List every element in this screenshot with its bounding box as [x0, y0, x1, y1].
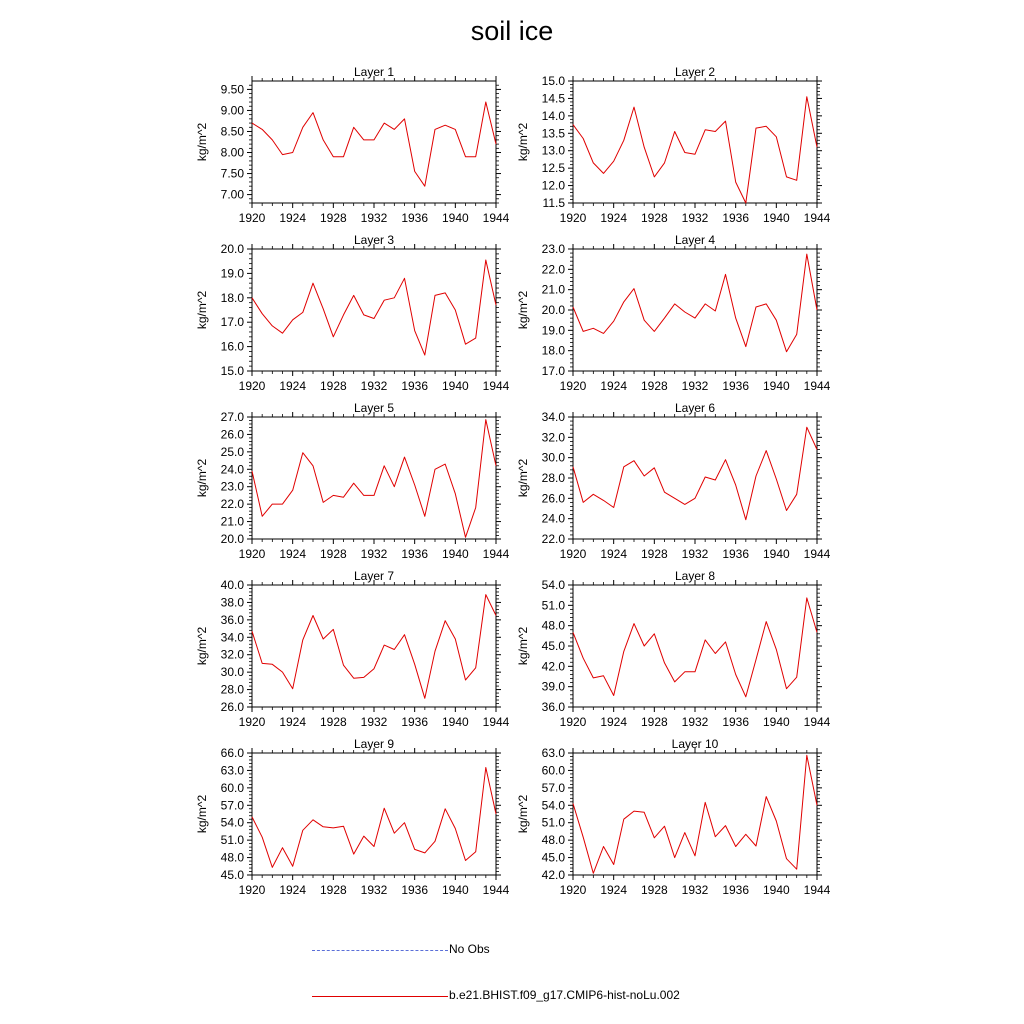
- layer-7-xtick-label: 1940: [441, 715, 469, 729]
- layer-9-title: Layer 9: [353, 737, 395, 751]
- layer-5-xtick-label: 1920: [238, 547, 266, 561]
- layer-3-xtick-label: 1928: [319, 379, 347, 393]
- layer-4-xtick-label: 1920: [559, 379, 587, 393]
- layer-7-xtick-label: 1920: [238, 715, 266, 729]
- layer-4-ytick-label: 22.0: [541, 262, 565, 277]
- layer-6-ytick-label: 28.0: [541, 471, 565, 485]
- layer-3-xtick-label: 1936: [401, 379, 429, 393]
- layer-2-ytick-label: 15.0: [541, 74, 565, 88]
- layer-6-ytick-label: 34.0: [541, 410, 565, 424]
- layer-1-xtick-label: 1940: [441, 211, 469, 225]
- layer-7-ytick-label: 36.0: [220, 612, 244, 627]
- layer-10-ytick-label: 42.0: [541, 868, 565, 882]
- layer-6-ylabel: kg/m^2: [516, 458, 530, 498]
- layer-4-series-line: [573, 254, 817, 352]
- layer-1-ytick-label: 7.50: [220, 166, 244, 181]
- layer-10-ytick-label: 57.0: [541, 780, 565, 795]
- layer-6-ytick-label: 30.0: [541, 450, 565, 465]
- layer-9-ytick-label: 57.0: [220, 798, 244, 813]
- layer-4-xtick-label: 1944: [803, 379, 831, 393]
- layer-2-ytick-label: 14.0: [541, 108, 565, 123]
- layer-9-ytick-label: 45.0: [220, 868, 244, 882]
- layer-10-ytick-label: 51.0: [541, 815, 565, 830]
- layer-2-xtick-label: 1928: [640, 211, 668, 225]
- layer-2-ytick-label: 12.5: [541, 161, 565, 176]
- layer-1-ytick-label: 8.50: [220, 124, 244, 139]
- layer-1-xtick-label: 1920: [238, 211, 266, 225]
- layer-7-xtick-label: 1936: [401, 715, 429, 729]
- layer-7-ytick-label: 38.0: [220, 595, 244, 610]
- layer-5-xtick-label: 1936: [401, 547, 429, 561]
- layer-7-xtick-label: 1944: [482, 715, 510, 729]
- legend-obs-label: No Obs: [449, 942, 490, 956]
- layer-5-title: Layer 5: [353, 401, 395, 415]
- layer-3-ytick-label: 15.0: [220, 364, 244, 378]
- layer-1-xtick-label: 1936: [401, 211, 429, 225]
- layer-8-ytick-label: 36.0: [541, 700, 565, 714]
- layer-1-frame: [252, 81, 496, 203]
- layer-5-ytick-label: 22.0: [220, 497, 244, 512]
- layer-9-series-line: [252, 768, 496, 868]
- layer-6-ytick-label: 22.0: [541, 532, 565, 546]
- layer-9-ytick-label: 51.0: [220, 833, 244, 848]
- layer-3-ytick-label: 16.0: [220, 339, 244, 354]
- layer-6-xtick-label: 1936: [722, 547, 750, 561]
- layer-5-xtick-label: 1944: [482, 547, 510, 561]
- layer-8-xtick-label: 1944: [803, 715, 831, 729]
- layer-2-ytick-label: 13.0: [541, 143, 565, 158]
- layer-7-xtick-label: 1932: [360, 715, 388, 729]
- layer-6-xtick-label: 1944: [803, 547, 831, 561]
- layer-1-ytick-label: 9.00: [220, 103, 244, 118]
- figure-title: soil ice: [470, 16, 554, 46]
- layer-2-xtick-label: 1936: [722, 211, 750, 225]
- layer-7-series-line: [252, 595, 496, 699]
- layer-6-xtick-label: 1940: [762, 547, 790, 561]
- layer-10-ytick-label: 54.0: [541, 798, 565, 813]
- layer-9-ylabel: kg/m^2: [195, 794, 209, 834]
- layer-5-series-line: [252, 420, 496, 538]
- layer-6-ytick-label: 24.0: [541, 511, 565, 526]
- layer-8-xtick-label: 1924: [600, 715, 628, 729]
- layer-3-xtick-label: 1944: [482, 379, 510, 393]
- layer-8-title: Layer 8: [674, 569, 716, 583]
- layer-10-xtick-label: 1924: [600, 883, 628, 897]
- layer-5-xtick-label: 1932: [360, 547, 388, 561]
- layer-8-xtick-label: 1940: [762, 715, 790, 729]
- layer-8-ytick-label: 51.0: [541, 598, 565, 613]
- layer-5-ytick-label: 21.0: [220, 514, 244, 529]
- layer-9-ytick-label: 60.0: [220, 780, 244, 795]
- layer-4-ytick-label: 19.0: [541, 323, 565, 338]
- layer-7-ytick-label: 28.0: [220, 682, 244, 697]
- layer-8-frame: [573, 585, 817, 707]
- layer-3-series-line: [252, 260, 496, 355]
- layer-3-xtick-label: 1920: [238, 379, 266, 393]
- layer-4-xtick-label: 1924: [600, 379, 628, 393]
- layer-10-ylabel: kg/m^2: [516, 794, 530, 834]
- layer-6-ytick-label: 26.0: [541, 491, 565, 506]
- layer-9-xtick-label: 1944: [482, 883, 510, 897]
- layer-4-ytick-label: 17.0: [541, 364, 565, 378]
- layer-1-xtick-label: 1932: [360, 211, 388, 225]
- layer-8-ytick-label: 42.0: [541, 659, 565, 674]
- layer-9-xtick-label: 1920: [238, 883, 266, 897]
- layer-3-title: Layer 3: [353, 233, 395, 247]
- layer-8-ytick-label: 45.0: [541, 639, 565, 653]
- layer-9-xtick-label: 1936: [401, 883, 429, 897]
- layer-9-xtick-label: 1940: [441, 883, 469, 897]
- layer-5-ytick-label: 27.0: [220, 410, 244, 424]
- layer-8-xtick-label: 1936: [722, 715, 750, 729]
- layer-1-xtick-label: 1944: [482, 211, 510, 225]
- layer-1-xtick-label: 1924: [279, 211, 307, 225]
- layer-6-title: Layer 6: [674, 401, 716, 415]
- layer-7-ytick-label: 26.0: [220, 700, 244, 714]
- layer-7-xtick-label: 1924: [279, 715, 307, 729]
- layer-6-frame: [573, 417, 817, 539]
- layer-3-xtick-label: 1924: [279, 379, 307, 393]
- layer-5-frame: [252, 417, 496, 539]
- layer-6-xtick-label: 1932: [681, 547, 709, 561]
- layer-8-xtick-label: 1920: [559, 715, 587, 729]
- layer-1-ylabel: kg/m^2: [195, 122, 209, 162]
- layer-9-xtick-label: 1924: [279, 883, 307, 897]
- layer-2-xtick-label: 1940: [762, 211, 790, 225]
- layer-5-ytick-label: 26.0: [220, 427, 244, 442]
- legend-model-label: b.e21.BHIST.f09_g17.CMIP6-hist-noLu.002: [449, 988, 680, 1002]
- layer-3-ytick-label: 18.0: [220, 290, 244, 305]
- layer-4-frame: [573, 249, 817, 371]
- layer-5-ytick-label: 25.0: [220, 444, 244, 459]
- layer-3-frame: [252, 249, 496, 371]
- layer-2-ytick-label: 11.5: [542, 196, 565, 210]
- layer-5-ylabel: kg/m^2: [195, 458, 209, 498]
- layer-7-ytick-label: 32.0: [220, 647, 244, 662]
- layer-4-xtick-label: 1936: [722, 379, 750, 393]
- layer-10-xtick-label: 1928: [640, 883, 668, 897]
- layer-2-ytick-label: 12.0: [541, 178, 565, 193]
- layer-7-ytick-label: 34.0: [220, 630, 244, 645]
- layer-7-xtick-label: 1928: [319, 715, 347, 729]
- layer-2-xtick-label: 1924: [600, 211, 628, 225]
- layer-10-ytick-label: 48.0: [541, 833, 565, 848]
- layer-3-ytick-label: 17.0: [220, 315, 244, 330]
- layer-4-ytick-label: 21.0: [541, 282, 565, 297]
- layer-3-ylabel: kg/m^2: [195, 290, 209, 330]
- layer-2-title: Layer 2: [674, 65, 716, 79]
- layer-7-frame: [252, 585, 496, 707]
- layer-10-xtick-label: 1920: [559, 883, 587, 897]
- layer-7-title: Layer 7: [353, 569, 395, 583]
- layer-7-ylabel: kg/m^2: [195, 626, 209, 666]
- layer-5-ytick-label: 24.0: [220, 462, 244, 477]
- layer-2-xtick-label: 1944: [803, 211, 831, 225]
- layer-3-xtick-label: 1940: [441, 379, 469, 393]
- layer-8-series-line: [573, 598, 817, 697]
- layer-8-ytick-label: 48.0: [541, 618, 565, 633]
- layer-10-ytick-label: 63.0: [541, 746, 565, 760]
- layer-4-ytick-label: 20.0: [541, 303, 565, 317]
- layer-1-ytick-label: 9.50: [220, 82, 244, 97]
- layer-8-ytick-label: 54.0: [541, 578, 565, 592]
- layer-4-ylabel: kg/m^2: [516, 290, 530, 330]
- layer-6-xtick-label: 1924: [600, 547, 628, 561]
- layer-1-ytick-label: 8.00: [220, 145, 244, 160]
- layer-8-ytick-label: 39.0: [541, 679, 565, 694]
- layer-6-series-line: [573, 427, 817, 520]
- layer-8-xtick-label: 1928: [640, 715, 668, 729]
- layer-3-ytick-label: 20.0: [220, 242, 244, 256]
- layer-10-ytick-label: 45.0: [541, 850, 565, 865]
- layer-5-xtick-label: 1940: [441, 547, 469, 561]
- layer-4-title: Layer 4: [674, 233, 716, 247]
- layer-1-xtick-label: 1928: [319, 211, 347, 225]
- layer-3-ytick-label: 19.0: [220, 266, 244, 281]
- layer-10-xtick-label: 1932: [681, 883, 709, 897]
- layer-6-ytick-label: 32.0: [541, 430, 565, 445]
- layer-5-xtick-label: 1928: [319, 547, 347, 561]
- layer-3-xtick-label: 1932: [360, 379, 388, 393]
- layer-4-xtick-label: 1932: [681, 379, 709, 393]
- layer-8-ylabel: kg/m^2: [516, 626, 530, 666]
- layer-9-ytick-label: 66.0: [220, 746, 244, 760]
- layer-9-frame: [252, 753, 496, 875]
- layer-5-xtick-label: 1924: [279, 547, 307, 561]
- layer-10-ytick-label: 60.0: [541, 763, 565, 778]
- layer-5-ytick-label: 23.0: [220, 479, 244, 494]
- layer-4-xtick-label: 1940: [762, 379, 790, 393]
- layer-9-ytick-label: 54.0: [220, 815, 244, 830]
- layer-10-xtick-label: 1944: [803, 883, 831, 897]
- layer-6-xtick-label: 1928: [640, 547, 668, 561]
- layer-1-series-line: [252, 102, 496, 186]
- layer-6-xtick-label: 1920: [559, 547, 587, 561]
- layer-2-xtick-label: 1920: [559, 211, 587, 225]
- layer-10-xtick-label: 1936: [722, 883, 750, 897]
- layer-4-ytick-label: 18.0: [541, 343, 565, 358]
- layer-2-xtick-label: 1932: [681, 211, 709, 225]
- layer-9-xtick-label: 1928: [319, 883, 347, 897]
- layer-10-series-line: [573, 755, 817, 873]
- layer-9-ytick-label: 48.0: [220, 850, 244, 865]
- layer-7-ytick-label: 30.0: [220, 665, 244, 680]
- layer-7-ytick-label: 40.0: [220, 578, 244, 592]
- layer-1-title: Layer 1: [353, 65, 395, 79]
- layer-2-frame: [573, 81, 817, 203]
- layer-10-title: Layer 10: [671, 737, 719, 751]
- layer-5-ytick-label: 20.0: [220, 532, 244, 546]
- layer-2-ylabel: kg/m^2: [516, 122, 530, 162]
- layer-8-xtick-label: 1932: [681, 715, 709, 729]
- layer-9-ytick-label: 63.0: [220, 763, 244, 778]
- layer-10-xtick-label: 1940: [762, 883, 790, 897]
- layer-1-ytick-label: 7.00: [220, 187, 244, 202]
- layer-4-ytick-label: 23.0: [541, 242, 565, 256]
- layer-4-xtick-label: 1928: [640, 379, 668, 393]
- layer-9-xtick-label: 1932: [360, 883, 388, 897]
- layer-2-series-line: [573, 97, 817, 203]
- layer-2-ytick-label: 14.5: [541, 91, 565, 106]
- layer-2-ytick-label: 13.5: [541, 126, 565, 141]
